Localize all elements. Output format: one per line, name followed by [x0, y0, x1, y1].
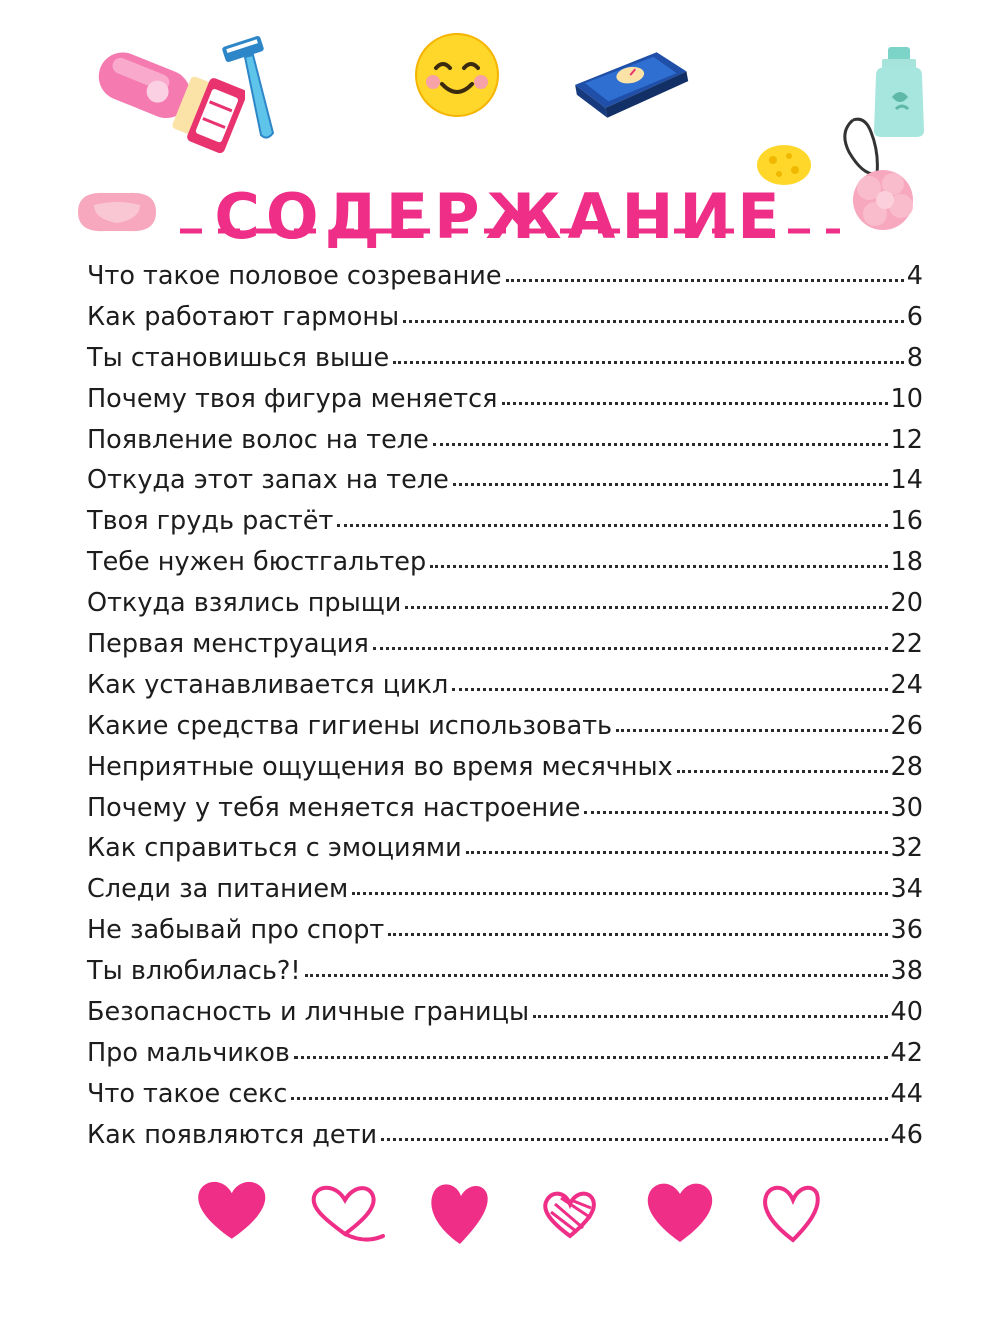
smiley-icon — [414, 32, 500, 118]
toc-entry-title: Откуда взялись прыщи — [87, 588, 402, 619]
toc-leader-dots — [388, 933, 887, 936]
toc-leader-dots — [403, 320, 904, 323]
toc-entry — [87, 1038, 923, 1079]
toc-leader-dots — [305, 974, 888, 977]
toc-entry-page: 38 — [890, 956, 923, 987]
toc-entry — [87, 1120, 923, 1161]
toc-entry-title: Следи за питанием — [87, 874, 349, 905]
toc-leader-dots — [294, 1056, 888, 1059]
toc-leader-dots — [452, 688, 887, 691]
toc-entry-title: Тебе нужен бюстгальтер — [87, 547, 427, 578]
razor-icon — [215, 35, 285, 145]
toc-entry-page: 6 — [906, 301, 923, 332]
toc-entry-page: 16 — [890, 506, 923, 537]
toc-entry-page: 36 — [890, 915, 923, 946]
toc-entry — [87, 261, 923, 302]
toc-leader-dots — [381, 1138, 887, 1141]
toc-leader-dots — [466, 851, 888, 854]
toc-leader-dots — [506, 279, 904, 282]
toc-entry-title: Не забывай про спорт — [87, 915, 385, 946]
toc-entry-title: Появление волос на теле — [87, 424, 429, 455]
toc-entry-title: Как работают гармоны — [87, 301, 400, 332]
toc-leader-dots — [430, 565, 887, 568]
toc-entry-page: 46 — [890, 1119, 923, 1150]
toc-entry — [87, 874, 923, 915]
toc-entry-title: Что такое секс — [87, 1078, 288, 1109]
toc-entry — [87, 465, 923, 506]
toc-entry-page: 34 — [890, 874, 923, 905]
heart-doodle-icon — [314, 1188, 383, 1240]
heart-scribble-icon — [545, 1194, 594, 1236]
toc-leader-dots — [291, 1097, 887, 1100]
toc-entry — [87, 343, 923, 384]
heart-outline-icon — [765, 1188, 818, 1240]
toc-entry-page: 8 — [906, 342, 923, 373]
toc-entry — [87, 629, 923, 670]
toc-entry-title: Как справиться с эмоциями — [87, 833, 462, 864]
toc-leader-dots — [373, 647, 888, 650]
toc-leader-dots — [677, 770, 888, 773]
page-title: СОДЕРЖАНИЕ — [214, 179, 786, 253]
toc-entry-page: 4 — [906, 261, 923, 291]
toc-entry — [87, 1079, 923, 1120]
toc-entry-page: 20 — [890, 588, 923, 619]
toc-entry-title: Ты становишься выше — [87, 342, 390, 373]
table-of-contents — [87, 261, 923, 1161]
toc-entry — [87, 670, 923, 711]
toc-entry-page: 40 — [890, 997, 923, 1028]
toc-entry-title: Откуда этот запах на теле — [87, 465, 449, 496]
toc-entry-page: 14 — [890, 465, 923, 496]
toc-leader-dots — [453, 483, 888, 486]
toc-entry-title: Безопасность и личные границы — [87, 997, 530, 1028]
toc-leader-dots — [352, 892, 887, 895]
toc-entry-title: Почему у тебя меняется настроение — [87, 792, 581, 823]
toc-entry-page: 18 — [890, 547, 923, 578]
toc-entry — [87, 547, 923, 588]
toc-entry — [87, 915, 923, 956]
toc-entry — [87, 752, 923, 793]
heart-solid-icon — [648, 1184, 712, 1242]
toc-leader-dots — [337, 524, 887, 527]
heart-solid-icon — [431, 1184, 487, 1244]
toc-entry — [87, 833, 923, 874]
toc-leader-dots — [502, 402, 888, 405]
toc-leader-dots — [533, 1015, 887, 1018]
toc-entry-page: 28 — [890, 751, 923, 782]
toc-leader-dots — [616, 729, 887, 732]
toc-entry — [87, 425, 923, 466]
toc-entry-title: Первая менструация — [87, 629, 369, 660]
toc-entry — [87, 711, 923, 752]
toc-leader-dots — [405, 606, 887, 609]
toc-entry — [87, 506, 923, 547]
toc-entry — [87, 997, 923, 1038]
title-underline — [180, 225, 840, 237]
toc-entry-page: 24 — [890, 669, 923, 700]
heart-solid-icon — [198, 1182, 265, 1239]
toc-entry-title: Неприятные ощущения во время месячных — [87, 751, 673, 782]
toc-entry-title: Что такое половое созревание — [87, 261, 502, 291]
toc-leader-dots — [393, 361, 904, 364]
toc-entry-title: Как появляются дети — [87, 1119, 378, 1150]
toc-leader-dots — [584, 811, 887, 814]
toc-entry-page: 42 — [890, 1037, 923, 1068]
toc-entry — [87, 384, 923, 425]
toc-entry — [87, 302, 923, 343]
toc-entry-title: Почему твоя фигура меняется — [87, 383, 498, 414]
toc-entry-page: 12 — [890, 424, 923, 455]
toc-entry-title: Твоя грудь растёт — [87, 506, 334, 537]
toc-entry-page: 32 — [890, 833, 923, 864]
toc-entry-title: Как устанавливается цикл — [87, 669, 449, 700]
toc-entry-title: Какие средства гигиены использовать — [87, 710, 613, 741]
toc-entry-page: 30 — [890, 792, 923, 823]
toc-leader-dots — [433, 443, 888, 446]
toc-entry — [87, 793, 923, 834]
toc-entry-page: 26 — [890, 710, 923, 741]
toc-entry-title: Про мальчиков — [87, 1037, 290, 1068]
toc-entry-page: 22 — [890, 629, 923, 660]
toc-entry-page: 44 — [890, 1078, 923, 1109]
scale-icon — [570, 45, 695, 125]
toc-entry — [87, 588, 923, 629]
toc-entry — [87, 956, 923, 997]
toc-entry-title: Ты влюбилась?! — [87, 956, 301, 987]
hearts-row — [195, 1178, 825, 1248]
toc-entry-page: 10 — [890, 383, 923, 414]
